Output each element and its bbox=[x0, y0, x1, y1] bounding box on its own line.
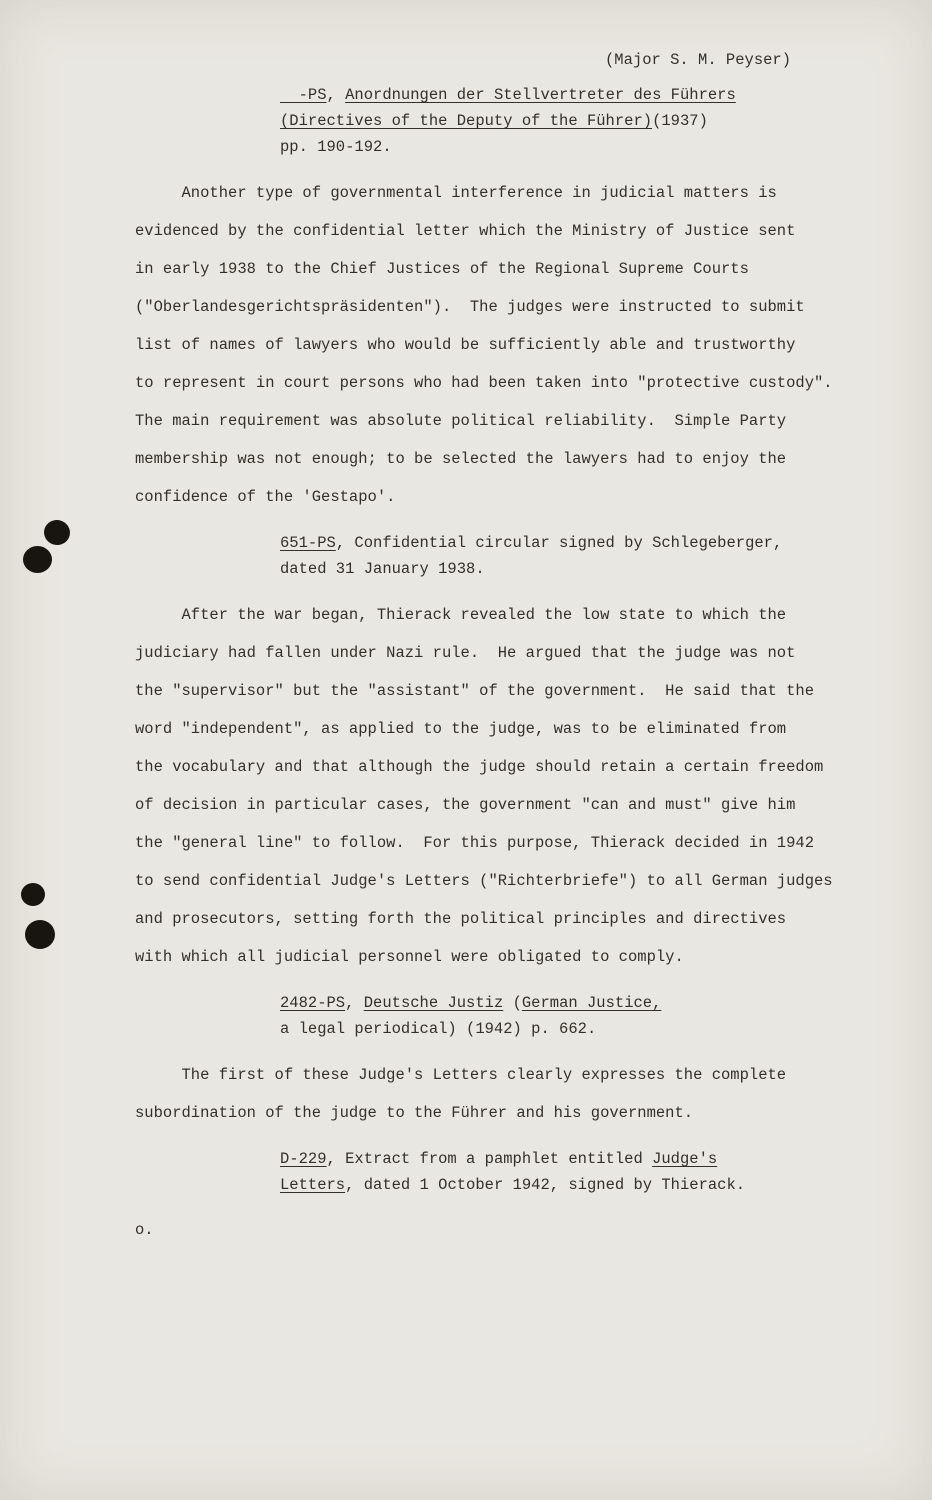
text-line bbox=[135, 250, 877, 288]
text-segment: , bbox=[326, 86, 346, 104]
text-line bbox=[135, 1094, 877, 1132]
text-line bbox=[135, 786, 877, 824]
underlined-text-segment: Anordnungen der Stellvertreter des Führers bbox=[345, 86, 736, 104]
paragraph-ministry-letter bbox=[135, 174, 877, 516]
text-segment: The main requirement was absolute political reliability. Simple Party bbox=[135, 412, 787, 430]
underlined-text-segment: -PS bbox=[280, 86, 327, 104]
underlined-text-segment: (Directives of the Deputy of the Führer) bbox=[280, 112, 653, 130]
text-line bbox=[135, 710, 877, 748]
text-line bbox=[280, 1172, 877, 1198]
underlined-text-segment: 2482-PS bbox=[280, 994, 346, 1012]
text-segment: subordination of the judge to the Führer and his government. bbox=[135, 1104, 694, 1122]
text-line bbox=[280, 556, 877, 582]
hole-punch-mark bbox=[41, 517, 72, 548]
text-line bbox=[135, 748, 877, 786]
underlined-text-segment: Deutsche Justiz bbox=[363, 994, 504, 1012]
hole-punch-mark bbox=[25, 920, 55, 949]
text-line bbox=[280, 990, 877, 1016]
text-line bbox=[135, 824, 877, 862]
text-line bbox=[135, 402, 877, 440]
text-line bbox=[135, 478, 877, 516]
text-segment: to send confidential Judge's Letters ("Richterbriefe") to all German judges bbox=[135, 872, 833, 890]
hole-punch-mark bbox=[21, 883, 45, 906]
text-segment: word "independent", as applied to the judge, was to be eliminated from bbox=[135, 720, 787, 738]
underlined-text-segment: Letters bbox=[280, 1176, 346, 1194]
text-segment: ("Oberlandesgerichtspräsidenten"). The judges were instructed to submit bbox=[135, 298, 805, 316]
text-line bbox=[280, 82, 877, 108]
text-segment: , bbox=[345, 994, 364, 1012]
text-line bbox=[135, 862, 877, 900]
hole-punch-mark bbox=[23, 546, 52, 573]
text-segment: membership was not enough; to be selected the lawyers had to enjoy the bbox=[135, 450, 787, 468]
text-line bbox=[280, 1146, 877, 1172]
text-segment: ( bbox=[503, 994, 522, 1012]
text-line bbox=[280, 134, 877, 160]
text-segment: with which all judicial personnel were obligated to comply. bbox=[135, 948, 684, 966]
citation-2482-ps bbox=[280, 990, 877, 1042]
text-line bbox=[280, 530, 877, 556]
text-line bbox=[280, 1016, 877, 1042]
text-line bbox=[135, 672, 877, 710]
text-segment: the "supervisor" but the "assistant" of the government. He said that the bbox=[135, 682, 815, 700]
text-line bbox=[135, 326, 877, 364]
text-line bbox=[135, 1056, 877, 1094]
text-segment: the vocabulary and that although the judge should retain a certain freedom bbox=[135, 758, 824, 776]
text-segment: to represent in court persons who had been taken into "protective custody". bbox=[135, 374, 833, 392]
text-line bbox=[135, 634, 877, 672]
citation-651-ps bbox=[280, 530, 877, 582]
text-line bbox=[135, 440, 877, 478]
text-segment: (1937) bbox=[652, 112, 708, 130]
text-segment: list of names of lawyers who would be sufficiently able and trustworthy bbox=[135, 336, 796, 354]
paragraph-judges-letters bbox=[135, 1056, 877, 1132]
text-segment: Another type of governmental interference in judicial matters is bbox=[135, 184, 777, 202]
text-segment: a legal periodical) (1942) p. 662. bbox=[280, 1020, 597, 1038]
text-segment: evidenced by the confidential letter which the Ministry of Justice sent bbox=[135, 222, 796, 240]
text-segment: The first of these Judge's Letters clearly expresses the complete bbox=[135, 1066, 787, 1084]
author-line bbox=[605, 50, 877, 70]
citation-d-229 bbox=[280, 1146, 877, 1198]
text-line bbox=[135, 288, 877, 326]
underlined-text-segment: D-229 bbox=[280, 1150, 327, 1168]
text-segment: confidence of the 'Gestapo'. bbox=[135, 488, 396, 506]
document-blocks bbox=[135, 82, 877, 1198]
text-line bbox=[280, 108, 877, 134]
text-segment: , Extract from a pamphlet entitled bbox=[326, 1150, 653, 1168]
underlined-text-segment: 651-PS bbox=[280, 534, 336, 552]
paragraph-thierack bbox=[135, 596, 877, 976]
text-segment: dated 31 January 1938. bbox=[280, 560, 485, 578]
text-line bbox=[135, 364, 877, 402]
text-line bbox=[135, 596, 877, 634]
text-segment: of decision in particular cases, the government "can and must" give him bbox=[135, 796, 796, 814]
text-segment: , dated 1 October 1942, signed by Thierack. bbox=[345, 1176, 746, 1194]
underlined-text-segment: Judge's bbox=[652, 1150, 718, 1168]
text-line bbox=[135, 212, 877, 250]
text-segment: and prosecutors, setting forth the political principles and directives bbox=[135, 910, 787, 928]
citation-anordnungen bbox=[280, 82, 877, 160]
text-segment: judiciary had fallen under Nazi rule. He argued that the judge was not bbox=[135, 644, 796, 662]
text-segment: pp. 190-192. bbox=[280, 138, 392, 156]
text-line bbox=[135, 900, 877, 938]
text-line bbox=[135, 174, 877, 212]
text-line bbox=[135, 938, 877, 976]
author-text: (Major S. M. Peyser) bbox=[605, 51, 792, 69]
page-number-text: o. bbox=[135, 1221, 154, 1239]
underlined-text-segment: German Justice, bbox=[521, 994, 662, 1012]
text-segment: in early 1938 to the Chief Justices of the Regional Supreme Courts bbox=[135, 260, 749, 278]
text-segment: the "general line" to follow. For this purpose, Thierack decided in 1942 bbox=[135, 834, 815, 852]
text-segment: , Confidential circular signed by Schlegeberger, bbox=[335, 534, 783, 552]
page-number-mark bbox=[135, 1220, 877, 1240]
text-segment: After the war began, Thierack revealed the low state to which the bbox=[135, 606, 787, 624]
